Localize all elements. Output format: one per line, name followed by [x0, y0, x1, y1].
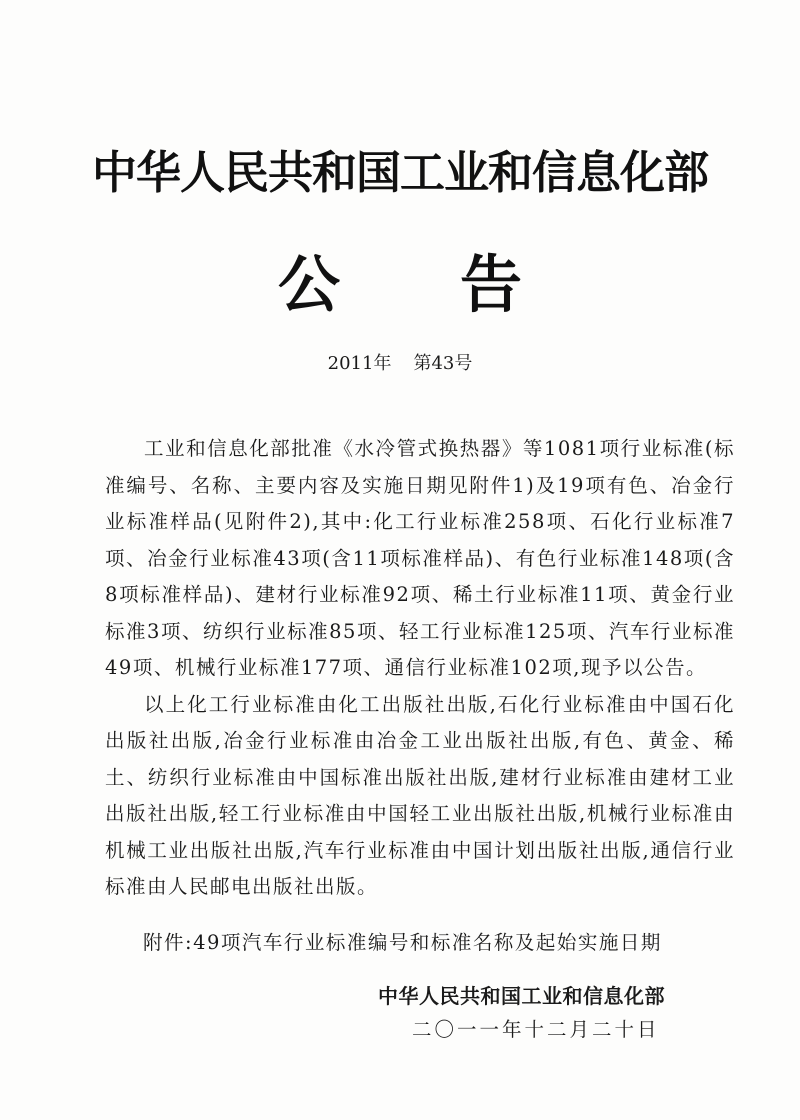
signature-date: 二〇一一年十二月二十日 [412, 1018, 660, 1041]
document-year: 2011年 [327, 353, 392, 374]
attachment-note: 附件:49项汽车行业标准编号和标准名称及起始实施日期 [143, 931, 662, 954]
announcement-title: 公告 [277, 248, 642, 321]
document-issue-number: 第43号 [413, 353, 473, 374]
signature-organization: 中华人民共和国工业和信息化部 [378, 984, 665, 1008]
ministry-heading: 中华人民共和国工业和信息化部 [91, 146, 708, 199]
announcement-body [105, 431, 735, 906]
body-paragraph-1: 工业和信息化部批准《水冷管式换热器》等1081项行业标准(标准编号、名称、主要内容及实施日期见附件1)及19项有色、冶金行业标准样品(见附件2),其中:化工行业标准258项、石化行业标准7项、冶金行业标准43项(含11项标准样品)、有色行业标准148项(含8项标准样品)、建材行业标准92项、稀土行业标准11项、黄金行业标准3项、纺织行业标准85项、轻工行业标准125项、汽车行业标准49项、机械行业标准177项、通信行业标准102项,现予以公告。 [105, 437, 735, 679]
document-number [0, 348, 800, 380]
body-paragraph-2: 以上化工行业标准由化工出版社出版,石化行业标准由中国石化出版社出版,冶金行业标准由冶金工业出版社出版,有色、黄金、稀土、纺织行业标准由中国标准出版社出版,建材行业标准由建材工业出版社出版,轻工行业标准由中国轻工业出版社出版,机械行业标准由机械工业出版社出版,汽车行业标准由中国计划出版社出版,通信行业标准由人民邮电出版社出版。 [105, 692, 735, 898]
